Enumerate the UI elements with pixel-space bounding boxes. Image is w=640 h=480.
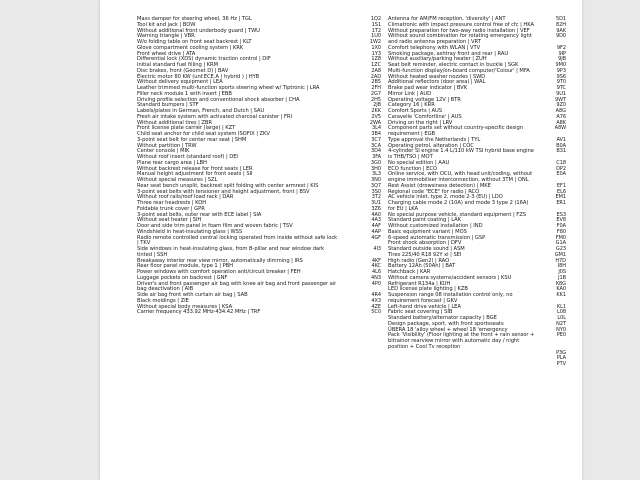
option-description: Front wheel drive | ATA	[137, 50, 196, 57]
option-description: Standard battery/alternator capacity | BGE	[388, 315, 497, 321]
option-description: LED license plate lighting | KZB	[388, 286, 468, 293]
option-code: 82H	[556, 21, 566, 28]
option-code: 9Z0	[556, 102, 566, 109]
option-code: 9AK	[556, 27, 566, 34]
option-description: Initial standard fuel filling | KRM	[137, 62, 219, 68]
option-code: 3T2	[371, 194, 381, 201]
option-description: Power windows with comfort operation anti/circuit breaker | FEH	[137, 269, 301, 275]
option-description: Without special measures | SZL	[137, 177, 218, 183]
option-code: 1Q2	[370, 16, 381, 22]
option-code: B0A	[556, 142, 566, 149]
option-code: 9T0	[556, 79, 566, 86]
option-code: 9F2	[556, 44, 566, 51]
option-code: 2JB	[373, 102, 381, 109]
option-code: 2V5	[371, 113, 381, 120]
option-code: 3Q7	[370, 182, 381, 189]
option-code: 4AP	[371, 228, 381, 235]
option-code: E0A	[556, 171, 566, 178]
option-code: 4AF	[371, 223, 381, 229]
option-code: 9WT	[554, 96, 566, 103]
option-code: DP2	[556, 165, 566, 172]
option-description: Breakaway interior rear view mirror, automatically dimming | IRS	[137, 257, 303, 264]
option-row	[137, 247, 385, 259]
option-description: Front shock absorption | DFV	[388, 240, 462, 247]
option-description: 3-point seat belt for center rear seat | SHM	[137, 136, 247, 143]
option-code: PLA	[556, 355, 566, 362]
option-description: Tool kit and jack | BOW	[137, 21, 196, 28]
option-description: ÜBERA 18 'alloy wheel + wheel 18 'emergency	[388, 326, 508, 333]
option-code: 3S0	[371, 188, 381, 195]
option-code: 2A8	[371, 67, 381, 74]
option-code: J1B	[558, 274, 566, 281]
option-code: 3U1	[371, 200, 381, 206]
option-code: 2G7	[370, 90, 381, 97]
option-code: G1A	[555, 240, 566, 247]
option-code: KA0	[556, 286, 566, 293]
option-description: Electric motor 80 KW (unf.ECE.A ( hybrid ) | HYB	[137, 73, 260, 80]
option-description: Charging cable mode 2 (10A) and mode 3 type 2 (16A) for EU | LKA	[388, 200, 529, 212]
option-description: Without heated washer nozzles | SWD	[388, 73, 486, 80]
option-description: Pack 'Visibility' (Floor lighting at the front + rain sensor + bitrainor rearview mirror with automatic day / night position + Cool Tv reception	[388, 332, 535, 350]
option-description: Driving on the right | LRV	[388, 119, 453, 126]
option-code: 3N0	[371, 177, 381, 183]
option-description: Refrigerant R134a | KUH	[388, 280, 451, 287]
option-code: 1S1	[371, 21, 381, 28]
option-description: Without additional tires | ZBR	[137, 119, 212, 126]
option-list-left	[137, 17, 385, 316]
option-row	[388, 293, 576, 305]
option-code: 3G0	[370, 159, 381, 166]
document-page	[100, 0, 582, 480]
option-description: Category 16 | KRR	[388, 102, 435, 109]
option-code: A8G	[555, 108, 566, 114]
option-description: Driver's and front passenger air bag with knee air bag and front passenger air bag deactivation | AIB	[137, 280, 337, 293]
option-description: Mass damper for steering wheel, 36 Hz | TGL	[137, 16, 252, 22]
option-description: Manual height adjustment for front seats | SII	[137, 171, 253, 178]
option-code: 1Y3	[371, 50, 381, 57]
option-code: 1T2	[371, 27, 381, 34]
option-code: P3G	[556, 349, 566, 356]
option-code: 1X0	[371, 44, 381, 51]
option-description: Windshield in heat-insulating glass | WSS	[137, 228, 243, 235]
option-code: 4A3	[371, 217, 381, 224]
option-code: EM1	[555, 194, 566, 201]
option-code: A8K	[556, 119, 566, 126]
option-description: Without camera systems/accident sensors | KSU	[388, 274, 512, 281]
option-description: No special edition | AAU	[388, 159, 450, 166]
option-code: 5D1	[555, 16, 566, 22]
option-code: GM1	[554, 251, 566, 258]
option-description: Design package, sport, with front sportsseats	[388, 320, 504, 327]
option-description: Standard paint coating | LAK	[388, 217, 461, 224]
option-code: ES3	[556, 211, 566, 218]
option-code: ER1	[556, 200, 566, 206]
option-code: 4ZE	[371, 303, 381, 310]
option-code: 4P0	[371, 280, 381, 287]
option-code: N2T	[556, 320, 566, 327]
option-row	[388, 362, 576, 368]
option-description: Carrier frequency 433.92 MHz-434.42 MHz | TRF	[137, 309, 261, 316]
option-description: No special purpose vehicle, standard equipment | FZS	[388, 211, 526, 218]
option-description: Battery 12Ah (50Ah) | BAT	[388, 263, 456, 270]
option-code: 4L6	[372, 269, 381, 275]
option-description: Without delivery equipment | LEA	[137, 79, 223, 86]
option-code: L0L	[557, 315, 566, 321]
option-description: Rear floor panel module, type 1 | PBH	[137, 263, 234, 270]
option-description: Without roof insert (standard roof) | DEI	[137, 154, 238, 160]
option-description: Additional reflectors (door area) | WAL	[388, 79, 486, 86]
option-code: 3FA	[372, 154, 381, 160]
option-code: 2B5	[371, 79, 381, 86]
option-code: A8W	[554, 125, 566, 132]
option-description: Without special body measures | KSA	[137, 303, 233, 310]
option-description: Climatronic with impact pressure control free of cfc | HKA	[388, 21, 534, 28]
option-description: W/o folding table on front seat backrest | KLT	[137, 39, 252, 45]
option-description: Without partition | TRW	[137, 142, 197, 149]
option-code: 1U0	[371, 33, 381, 40]
option-description: Door and side trim panel in foam film and woven fabric | TSV	[137, 223, 293, 229]
option-code: 2H5	[371, 96, 381, 103]
option-description: 4-cylinder SI engine 1.4 L/110 kW TSI hybrid base engine is THB/TSO | MOT	[388, 148, 534, 160]
option-code: 4A0	[371, 211, 381, 218]
option-code: 3D4	[370, 148, 381, 155]
option-description: Front license plate carrier (large) | KZT	[137, 125, 236, 132]
option-code: 3L3	[372, 171, 381, 178]
option-description: Without seat heater | SIH	[137, 217, 202, 224]
option-description: Warning triangle | VBR	[137, 33, 195, 40]
option-code: 2FH	[371, 85, 381, 91]
option-description: Radio remote controlled central locking operated from inside without safe lock | TKV	[137, 234, 338, 247]
option-description: Glove compartment cooling system | KRK	[137, 44, 244, 51]
option-code: 4GF	[371, 234, 381, 241]
option-code: G23	[555, 246, 566, 252]
option-code: 9S6	[556, 73, 566, 80]
option-code: KL1	[556, 303, 566, 310]
option-code: EF1	[556, 182, 566, 189]
option-description: Without roof rails/roof load rack | DAR	[137, 194, 234, 201]
option-description: Differential lock (XDS) dynamic traction control | DIF	[137, 56, 271, 63]
option-description: Operating voltage 12V | BTR	[388, 96, 461, 103]
option-description: Without customized installation | IND	[388, 223, 483, 229]
option-code: EV8	[556, 217, 566, 224]
option-list-right	[388, 17, 576, 368]
option-description: Operating petrol, alteration | COC	[388, 142, 474, 149]
option-code: 9D0	[555, 33, 566, 40]
option-code: 3C7	[371, 136, 381, 143]
option-description: Without additional front underbody guard | TWU	[137, 27, 260, 34]
option-code: 3L4	[372, 125, 381, 132]
option-description: 3-point seat belts, outer rear with ECE label | SIA	[137, 211, 262, 218]
option-code: F0A	[556, 223, 566, 229]
option-code: 3H0	[371, 165, 381, 172]
option-description: Three rear headrests | KOH	[137, 200, 207, 206]
option-description: Side windows in heat-insulating glass, from B-pillar and rear window dark tinted | SSH	[137, 246, 325, 258]
option-description: Regional code "ECE" for radio | RCO	[388, 188, 480, 195]
option-description: Brake pad wear indicator | BVK	[388, 85, 468, 91]
option-code: 4R4	[371, 292, 381, 298]
option-description: Luggage pockets on backrest | GNF	[137, 274, 228, 281]
option-description: Rest Assist (drowsiness detection) | MKE	[388, 182, 491, 189]
option-description: Caravelle 'Comfortline' | AUS	[388, 113, 462, 120]
option-description: Comfort Sports | AUS	[388, 108, 442, 114]
option-code: K8G	[555, 280, 566, 287]
option-description: Without auxiliary/parking heater | ZUH	[388, 56, 487, 63]
option-code: 9JB	[558, 56, 566, 63]
option-description: Comfort telephony with WLAN | VTV	[388, 44, 481, 51]
option-code: 9U1	[556, 90, 566, 97]
option-description: Tires 225/40 R18 92Y xl | SEI	[388, 251, 462, 258]
option-code: 3CA	[371, 142, 381, 149]
option-row	[388, 333, 576, 350]
option-code: 2AD	[370, 73, 381, 80]
option-description: Foldable trunk cover | GPR	[137, 205, 205, 212]
option-code: 5C0	[371, 309, 381, 316]
option-code: 1Z8	[371, 56, 381, 63]
option-code: AV1	[556, 136, 566, 143]
option-description: Disc brakes, front (Geomet D) | BAV	[137, 67, 229, 74]
option-description: Center console | MIK	[137, 148, 190, 155]
option-code: FM0	[555, 234, 566, 241]
option-description: Without backrest release for front seats | LER	[137, 165, 253, 172]
option-description: Fresh air intake system with activated charcoal canister | FRI	[137, 113, 292, 120]
option-code: 4KC	[371, 263, 381, 270]
option-description: Filler neck module 1 with insert | EBB	[137, 90, 232, 97]
option-description: Standard outside sound | ASM	[388, 246, 465, 252]
option-description: Seat belt reminder, electric contact in buckle | SGK	[388, 62, 519, 68]
option-description: Suspension range 08 installation control only, no requirement forecast | GKV	[388, 292, 513, 304]
option-code: L08	[557, 309, 566, 316]
option-code: 1W2	[369, 39, 381, 45]
option-code: H7D	[555, 257, 566, 264]
option-description: Component parts set without country-specific design requirement | EGB	[388, 125, 524, 137]
option-description: High radio (Gen2) | RAO	[388, 257, 450, 264]
option-description: Leather trimmed multi-function sports steering wheel w/ Tiptronic | LRA	[137, 85, 320, 91]
option-description: Antenna for AM/FM reception, 'diversity' | ANT	[388, 16, 506, 22]
option-description: Multi-function display/on-board computer/'Colour' | MFA	[388, 67, 530, 74]
option-code: F80	[556, 228, 566, 235]
option-code: 9TC	[556, 85, 566, 91]
option-code: 3B4	[371, 131, 381, 137]
option-code: 9P3	[556, 67, 566, 74]
option-description: 3-point seat belts with tensioner and height adjustment, front | BSV	[137, 188, 310, 195]
option-description: Black moldings | ZIE	[137, 297, 189, 304]
option-code: A76	[556, 113, 566, 120]
option-description: Standard bumpers | STF	[137, 102, 199, 109]
option-description: Hatchback | KAR	[388, 269, 431, 275]
option-code: 4X3	[371, 297, 381, 304]
option-description: Rear seat bench unsplit, backrest split folding with center armrest | KIS	[137, 182, 319, 189]
option-code: 3Z6	[371, 205, 381, 212]
option-code: 9M0	[555, 62, 566, 68]
option-description: Side air bag front with curtain air bag | SAB	[137, 292, 248, 298]
option-code: 9IP	[558, 50, 566, 57]
option-code: KK1	[556, 292, 566, 298]
option-code: C18	[556, 159, 566, 166]
option-description: AC vehicle inlet, type 2, mode 2-3 (EU) | LDO	[388, 194, 503, 201]
option-description: Labels/plates in German, French, and Dutch | SAU	[137, 108, 265, 114]
option-code: 4N3	[371, 274, 381, 281]
option-code: PE0	[556, 332, 566, 339]
option-description: Driving profile selection and conventional shock absorber | CHA	[137, 96, 300, 103]
option-row	[388, 201, 576, 213]
option-description: 6-speed automatic transmission | GSP	[388, 234, 486, 241]
option-row	[137, 310, 385, 316]
option-description: Left-hand drive vehicle | LEA	[388, 303, 461, 310]
option-description: Online service, with OCU, with head unit/coding, without engine immobiliser interconnection, without 3TM | ONL	[388, 171, 533, 183]
option-description: Without preparation for two-way radio installation | VEF	[388, 27, 530, 34]
option-code: NY0	[556, 326, 566, 333]
option-code: I8H	[557, 263, 566, 270]
option-code: 2KK	[371, 108, 381, 114]
option-description: ECO function | ECO	[388, 165, 437, 172]
option-code: 4I3	[373, 246, 381, 252]
option-code: 2WA	[369, 119, 381, 126]
option-description: Mirror Link | AUD	[388, 90, 432, 97]
option-description: Fabric seat covering | SIB	[388, 309, 453, 316]
option-description: Plane rear cargo area | LBH	[137, 159, 207, 166]
option-code: 4KF	[371, 257, 381, 264]
option-description: Child seat anchor for child seat system ISOFIX | ZKV	[137, 131, 270, 137]
option-code: EL6	[557, 188, 566, 195]
option-description: Basic equipment variant | MOS	[388, 228, 467, 235]
option-code: 1ZC	[371, 62, 381, 68]
option-code: B31	[556, 148, 566, 155]
option-description: Smoking package, ashtray front and rear | RAU	[388, 50, 509, 57]
option-description: Without sound combination for rotating emergency light and radio antenna preparation | VRT	[388, 33, 532, 45]
option-code: J0S	[558, 269, 566, 275]
option-code: PTV	[556, 361, 566, 367]
option-description: Type approval the Netherlands | TYL	[388, 136, 481, 143]
